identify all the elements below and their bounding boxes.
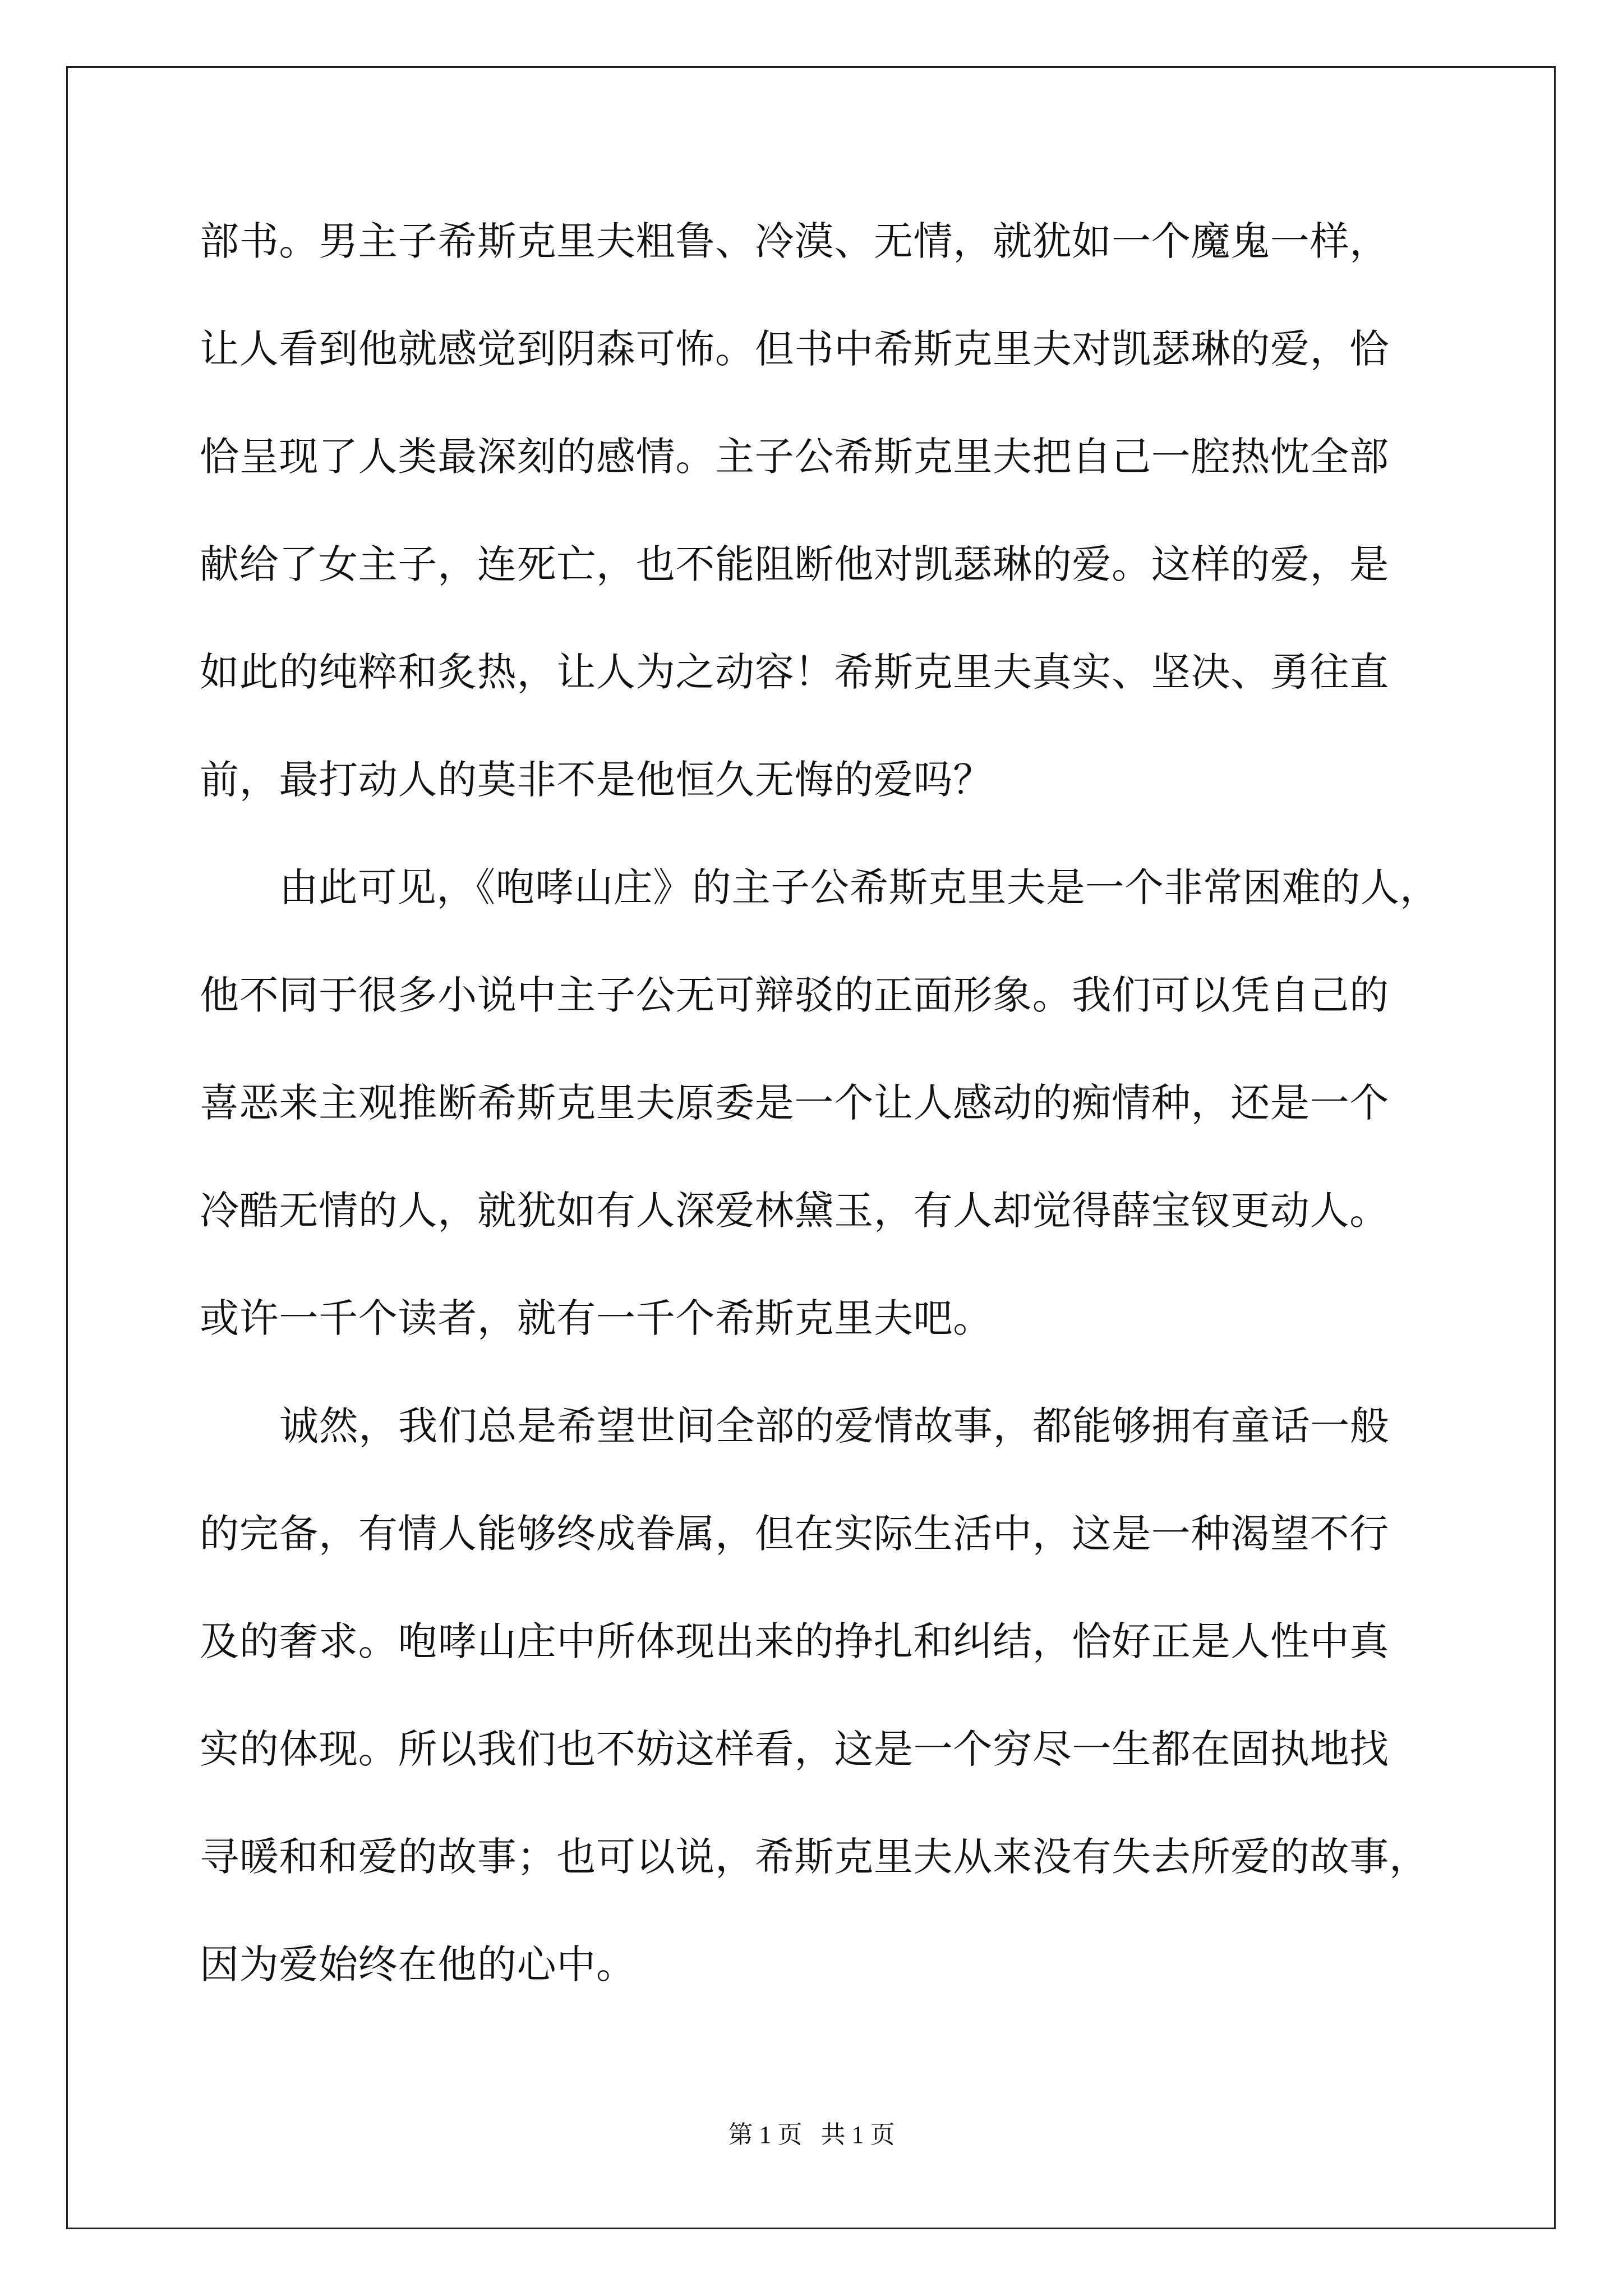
text-line: 诚然，我们总是希望世间全部的爱情故事，都能够拥有童话一般	[279, 1403, 1390, 1449]
text-line: 实的体现。所以我们也不妨这样看，这是一个穷尽一生都在固执地找	[200, 1726, 1389, 1772]
text-line: 因为爱始终在他的心中。	[200, 1941, 636, 1987]
text-line: 喜恶来主观推断希斯克里夫原委是一个让人感动的痴情种，还是一个	[200, 1080, 1389, 1126]
text-line: 献给了女主子，连死亡，也不能阻断他对凯瑟琳的爱。这样的爱，是	[200, 541, 1389, 587]
text-line: 寻暖和和爱的故事；也可以说，希斯克里夫从来没有失去所爱的故事，	[200, 1834, 1429, 1880]
text-line: 冷酷无情的人，就犹如有人深爱林黛玉，有人却觉得薛宝钗更动人。	[200, 1188, 1389, 1234]
text-line: 的完备，有情人能够终成眷属，但在实际生活中，这是一种渴望不行	[200, 1511, 1389, 1557]
text-line: 或许一千个读者，就有一千个希斯克里夫吧。	[200, 1295, 993, 1341]
text-line: 如此的纯粹和炙热，让人为之动容！希斯克里夫真实、坚决、勇往直	[200, 649, 1389, 695]
text-line: 他不同于很多小说中主子公无可辩驳的正面形象。我们可以凭自己的	[200, 972, 1389, 1018]
text-line: 由此可见，《咆哮山庄》的主子公希斯克里夫是一个非常困难的人，	[279, 864, 1440, 910]
text-line: 部书。男主子希斯克里夫粗鲁、冷漠、无情，就犹如一个魔鬼一样，	[200, 218, 1389, 264]
text-line: 及的奢求。咆哮山庄中所体现出来的挣扎和纠结，恰好正是人性中真	[200, 1618, 1389, 1664]
text-line: 前，最打动人的莫非不是他恒久无悔的爱吗？	[200, 757, 993, 803]
page-footer: 第 1 页 共 1 页	[728, 2121, 895, 2148]
page-border	[66, 66, 1556, 2229]
text-line: 让人看到他就感觉到阴森可怖。但书中希斯克里夫对凯瑟琳的爱，恰	[200, 326, 1389, 372]
text-line: 恰呈现了人类最深刻的感情。主子公希斯克里夫把自己一腔热忱全部	[200, 434, 1389, 480]
